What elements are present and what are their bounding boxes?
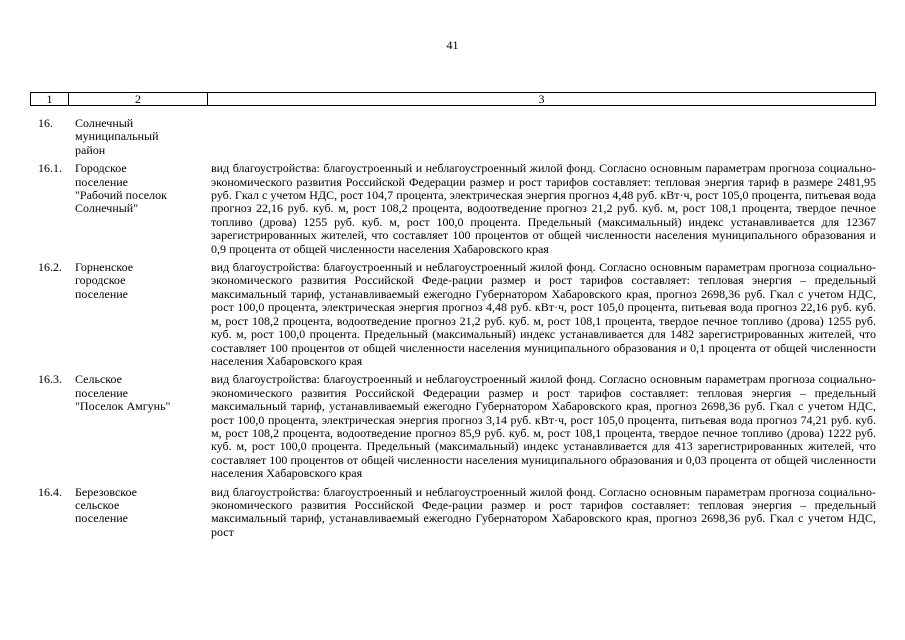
row-description — [211, 117, 876, 157]
municipality-name: Сельское поселение "Поселок Амгунь" — [75, 372, 171, 414]
municipality-name: Солнечный муниципальный район — [75, 116, 159, 157]
table-row — [30, 373, 876, 480]
header-col-1: 1 — [46, 92, 53, 106]
row-description: вид благоустройства: благоустроенный и неблагоустроенный жилой фонд. Согласно основным параметрам прогноза социально-экономического развития Российской Феде-рации размер и рост тарифов составляет: тепловая энергия – предельный максимальный тариф, устанавливаемый ежегодно Губернатором Хабаровского края, прогноз 2698,36 руб. Гкал с учетом НДС, рост — [211, 484, 876, 539]
row-number: 16.1. — [38, 161, 62, 176]
table-row — [30, 486, 876, 540]
page-number: 41 — [446, 38, 459, 52]
table-row — [30, 162, 876, 256]
table-row — [30, 261, 876, 368]
row-number: 16.3. — [38, 372, 62, 387]
row-description: вид благоустройства: благоустроенный и неблагоустроенный жилой фонд. Согласно основным параметрам прогноза социально-экономического развития Российской Федерации размер и рост тарифов составляет: тепловая энергия – предельный максимальный тариф, устанавливаемый ежегодно Губернатором Хабаровского края, прогноз 2698,36 руб. Гкал с учетом НДС, рост 100,0 процента, электрическая энергия прогноз 3,14 руб. кВт·ч, рост 105,0 процента, питьевая вода прогноз 74,21 руб. куб. м, рост 108,2 процента, водоотведение прогноз 85,9 руб. куб. м, рост 108,1 процента, твердое печное топливо (дрова) 1222 руб. куб. м, рост 100,0 процента. Предельный (максимальный) индекс устанавливается для 413 зарегистрированных жителей, что составляет 100 процентов от общей численности населения муниципального образования и 0,03 процента от общей численности населения Хабаровского края — [211, 372, 876, 481]
header-col-2: 2 — [68, 93, 207, 105]
municipality-name: Горненское городское поселение — [75, 260, 134, 301]
header-col-3: 3 — [207, 93, 875, 105]
row-description: вид благоустройства: благоустроенный и неблагоустроенный жилой фонд. Согласно основным параметрам прогноза социально-экономического развития Российской Феде-рации размер и рост тарифов составляет: тепловая энергия – предельный максимальный тариф, устанавливаемый ежегодно Губернатором Хабаровского края, прогноз 2698,36 руб. Гкал с учетом НДС, рост 100,0 процента, электрическая энергия прогноз 4,48 руб. кВт·ч, рост 105,0 процента, питьевая вода прогноз 22,16 руб. куб. м, рост 108,2 процента, водоотведение прогноз 21,2 руб. куб. м, рост 108,1 процента, твердое печное топливо (дрова) 1255 руб. куб. м, рост 100,0 процента. Предельный (максимальный) индекс устанавливается для 1482 зарегистрированных жителей, что составляет 100 процентов от общей численности населения муниципального образования и 0,1 процента от общей численности населения Хабаровского края — [211, 260, 876, 368]
table-row — [30, 117, 876, 157]
row-number: 16.4. — [38, 484, 62, 499]
row-description: вид благоустройства: благоустроенный и неблагоустроенный жилой фонд. Согласно основным параметрам прогноза социально-экономического развития Российской Федерации размер и рост тарифов составляет: тепловая энергия тариф в размере 2481,95 руб. Гкал с учетом НДС, рост 104,7 процента, электрическая энергия прогноз 4,48 руб. кВт·ч, рост 105,0 процента, питьевая вода прогноз 22,16 руб. куб. м, рост 108,2 процента, водоотведение прогноз 21,2 руб. куб. м, рост 108,1 процента, твердое печное топливо (дрова) 1255 руб. куб. м, рост 100,0 процента. Предельный (максимальный) индекс устанавливается для 12367 зарегистрированных жителей, что составляет 100 процентов от общей численности населения муниципального образования и 0,9 процента от общей численности населения Хабаровского края — [211, 161, 876, 256]
municipality-name: Городское поселение "Рабочий поселок Солнечный" — [75, 161, 167, 216]
row-number: 16. — [38, 116, 53, 130]
municipality-name: Березовское сельское поселение — [75, 484, 137, 526]
table-body — [30, 117, 876, 544]
row-number: 16.2. — [38, 260, 62, 275]
table-header-row — [30, 92, 876, 106]
